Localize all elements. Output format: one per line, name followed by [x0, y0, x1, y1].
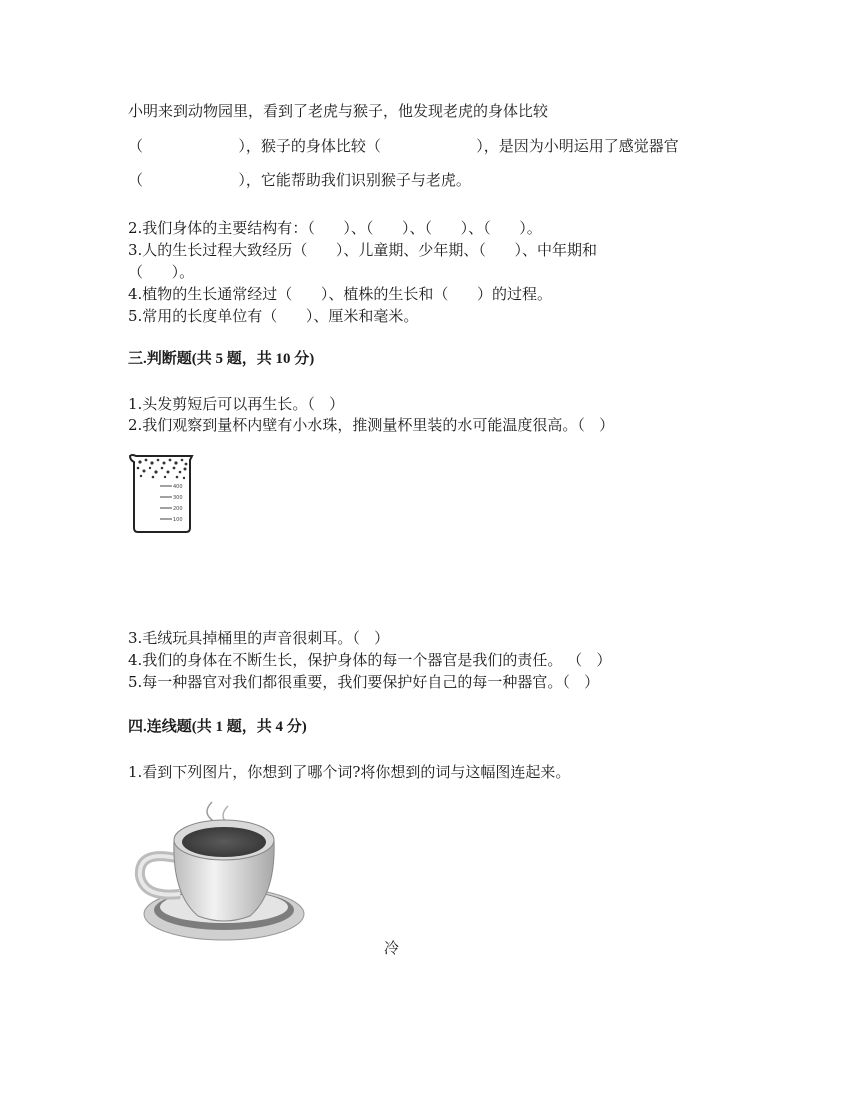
hot-cup-figure	[132, 798, 310, 950]
q4-text: 4.植物的生长通常经过（ ）、植株的生长和（ ）的过程。	[128, 285, 553, 303]
q3-line2: （ ）。	[128, 263, 195, 281]
q1-line2: （ ），猴子的身体比较（ ），是因为小明运用了感觉器官	[128, 137, 679, 155]
judge-q2: 2.我们观察到量杯内壁有小水珠，推测量杯里装的水可能温度很高。（ ）	[128, 416, 615, 434]
judge-q4: 4.我们的身体在不断生长，保护身体的每一个器官是我们的责任。 （ ）	[128, 651, 612, 669]
beaker-tick-400: 400	[173, 484, 183, 490]
beaker-tick-300: 300	[173, 495, 183, 501]
matching-q1: 1.看到下列图片，你想到了哪个词?将你想到的词与这幅图连起来。	[128, 763, 571, 781]
judge-q1: 1.头发剪短后可以再生长。（ ）	[128, 395, 345, 413]
judge-q5: 5.每一种器官对我们都很重要，我们要保护好自己的每一种器官。（ ）	[128, 673, 600, 691]
q3-line1: 3.人的生长过程大致经历（ ）、儿童期、少年期、（ ）、中年期和	[128, 241, 598, 259]
q1-line1: 小明来到动物园里，看到了老虎与猴子，他发现老虎的身体比较	[128, 102, 549, 120]
section-heading-judge: 三.判断题(共 5 题，共 10 分)	[128, 351, 315, 367]
judge-q3: 3.毛绒玩具掉桶里的声音很刺耳。（ ）	[128, 629, 390, 647]
beaker-tick-100: 100	[173, 517, 183, 523]
q2-text: 2.我们身体的主要结构有：（ ）、（ ）、（ ）、（ ）。	[128, 219, 542, 237]
beaker-figure	[126, 452, 198, 534]
matching-word-cold[interactable]: 冷	[384, 939, 400, 957]
section-heading-matching: 四.连线题(共 1 题，共 4 分)	[128, 719, 307, 735]
q5-text: 5.常用的长度单位有（ ）、厘米和毫米。	[128, 307, 419, 325]
beaker-tick-200: 200	[173, 506, 183, 512]
q1-line3: （ ），它能帮助我们识别猴子与老虎。	[128, 171, 471, 189]
